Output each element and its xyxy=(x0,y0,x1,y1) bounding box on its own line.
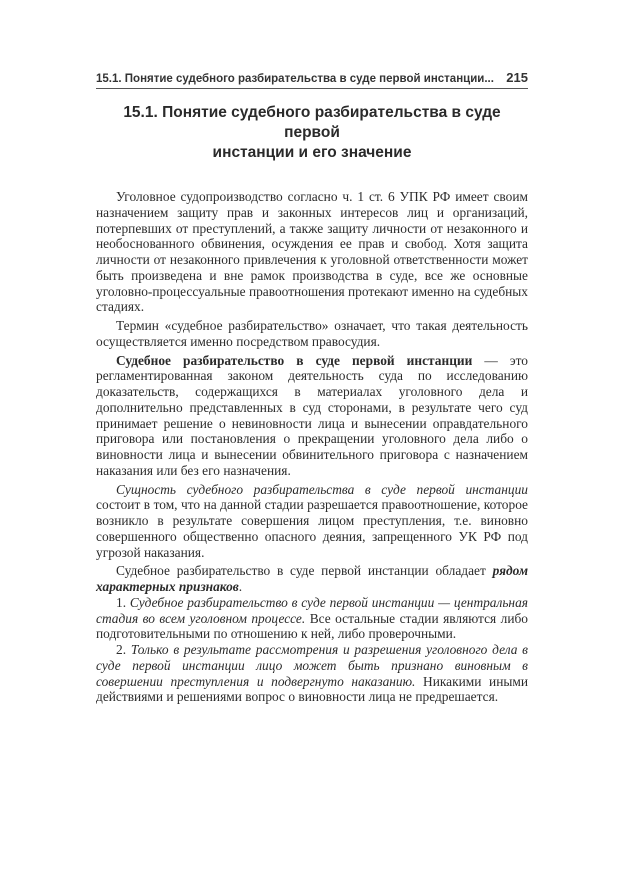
page-number: 215 xyxy=(506,70,528,85)
paragraph-2: Термин «судебное разбирательство» означает, что такая деятельность осуществляется именно посредством правосудия. xyxy=(96,318,528,349)
section-title-line-2: инстанции и его значение xyxy=(212,144,412,161)
features-emphasis: рядом характерных признаков xyxy=(96,563,528,594)
definition-term: Судебное разбирательство в суде первой инстанции xyxy=(116,352,473,368)
feature-1-number: 1. xyxy=(116,594,130,610)
paragraph-5 xyxy=(96,563,528,595)
body-text xyxy=(96,189,528,705)
feature-2-italic: Только в результате рассмотрения и разрешения уголовного дела в суде первой инстанции лицо может быть признано виновным в совершении преступления и подвергнуто наказанию. xyxy=(96,642,528,689)
feature-item-2 xyxy=(96,642,528,705)
feature-1-italic: Судебное разбирательство в суде первой инстанции — центральная стадия во всем уголовном процессе. xyxy=(96,594,528,626)
paragraph-4 xyxy=(96,482,528,561)
feature-item-1 xyxy=(96,595,528,642)
essence-term: Сущность судебного разбирательства в суде первой инстанции xyxy=(116,481,528,497)
features-end: . xyxy=(238,579,243,594)
book-page xyxy=(96,70,528,705)
paragraph-1: Уголовное судопроизводство согласно ч. 1 ст. 6 УПК РФ имеет своим назначением защиту прав и законных интересов лиц и организаций, потерпевших от преступлений, а также защиту личности от незаконного и необоснованного обвинения, осуждения ее прав и свобод. Хотя защита личности от незаконного привлечения к уголовной ответственности может быть произведена и вне рамок производства в суде, все же основные уголовно-процессуальные правоотношения протекают именно на судебных стадиях. xyxy=(96,189,528,315)
feature-1-text: Все остальные стадии являются либо подготовительными по отношению к ней, либо проверочными. xyxy=(96,610,528,642)
definition-text: — это регламентированная законом деятельность суда по исследованию доказательств, содержащихся в материалах уголовного дела и дополнительно представленных в суд сторонами, в результате чего суд принимает решение о невиновности лица и вынесении оправдательного приговора или постановления о прекращении уголовного дела либо о виновности лица и вынесении обвинительного приговора с назначением наказания или без его назначения. xyxy=(96,352,528,478)
section-title xyxy=(96,103,528,163)
features-intro: Судебное разбирательство в суде первой инстанции обладает xyxy=(116,563,493,579)
running-header-title: 15.1. Понятие судебного разбирательства в суде первой инстанции... xyxy=(96,73,494,85)
paragraph-3 xyxy=(96,353,528,479)
feature-2-number: 2. xyxy=(116,642,131,657)
section-title-line-1: 15.1. Понятие судебного разбирательства в суде первой xyxy=(123,104,501,141)
essence-text: состоит в том, что на данной стадии разрешается правоотношение, которое возникло в результате совершения лицом преступления, т.е. виновно совершенного общественно опасного деяния, запрещенного УК РФ под угрозой наказания. xyxy=(96,497,528,560)
running-header xyxy=(96,70,528,89)
feature-2-text: Никакими иными действиями и решениями вопрос о виновности лица не предрешается. xyxy=(96,673,529,705)
